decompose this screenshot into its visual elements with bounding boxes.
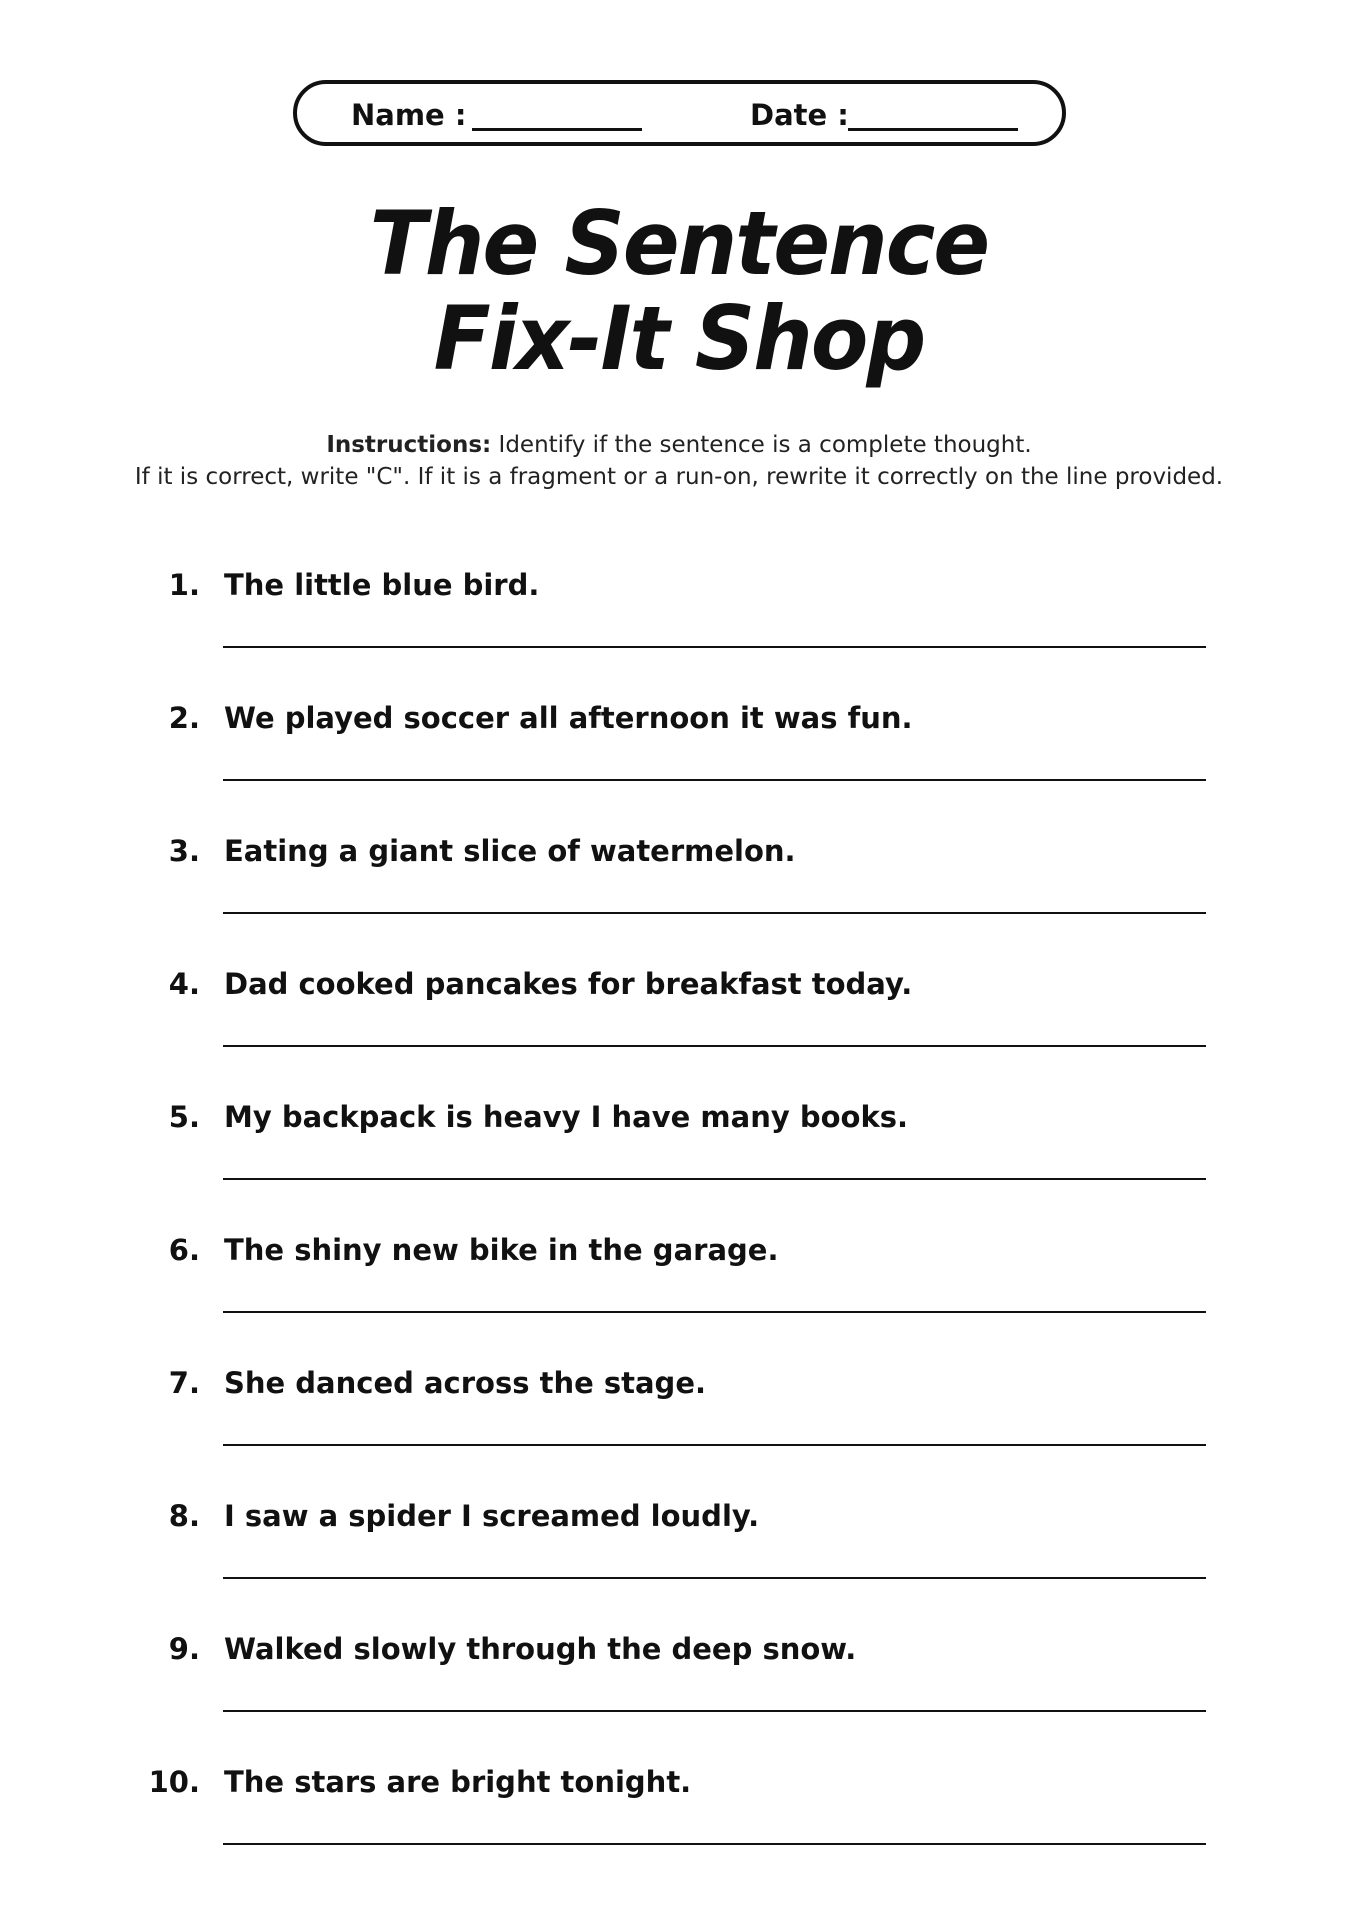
question-sentence: My backpack is heavy I have many books. xyxy=(224,1100,909,1134)
question-number: 9. xyxy=(168,1632,200,1666)
question-item xyxy=(0,1230,1358,1363)
question-number: 4. xyxy=(168,967,200,1001)
date-label: Date : xyxy=(750,98,849,132)
answer-line[interactable] xyxy=(223,1577,1206,1579)
name-blank-line[interactable] xyxy=(472,128,642,131)
answer-line[interactable] xyxy=(223,1178,1206,1180)
question-number: 6. xyxy=(168,1233,200,1267)
date-blank-line[interactable] xyxy=(848,128,1018,131)
question-number: 2. xyxy=(168,701,200,735)
answer-line[interactable] xyxy=(223,779,1206,781)
worksheet-title-line-1: The Sentence xyxy=(369,192,989,295)
question-item xyxy=(0,1629,1358,1762)
instructions-line-2: If it is correct, write "C". If it is a fragment or a run-on, rewrite it correctly on the line provided. xyxy=(134,464,1224,490)
question-number: 5. xyxy=(168,1100,200,1134)
answer-line[interactable] xyxy=(223,1045,1206,1047)
question-item xyxy=(0,698,1358,831)
answer-line[interactable] xyxy=(223,646,1206,648)
question-sentence: I saw a spider I screamed loudly. xyxy=(224,1499,760,1533)
question-sentence: Walked slowly through the deep snow. xyxy=(224,1632,857,1666)
question-sentence: Dad cooked pancakes for breakfast today. xyxy=(224,967,913,1001)
name-date-box xyxy=(293,80,1066,146)
question-sentence: The little blue bird. xyxy=(224,568,540,602)
question-sentence: Eating a giant slice of watermelon. xyxy=(224,834,796,868)
answer-line[interactable] xyxy=(223,1444,1206,1446)
question-number: 8. xyxy=(168,1499,200,1533)
answer-line[interactable] xyxy=(223,1710,1206,1712)
instructions-label: Instructions: xyxy=(326,432,492,458)
instructions-text-1: Identify if the sentence is a complete thought. xyxy=(491,432,1032,458)
name-label: Name : xyxy=(351,98,467,132)
worksheet-title-line-2: Fix-It Shop xyxy=(433,287,925,390)
answer-line[interactable] xyxy=(223,1843,1206,1845)
question-item xyxy=(0,964,1358,1097)
question-item xyxy=(0,1363,1358,1496)
question-sentence: The stars are bright tonight. xyxy=(224,1765,692,1799)
question-sentence: She danced across the stage. xyxy=(224,1366,706,1400)
question-item xyxy=(0,565,1358,698)
instructions-line-1 xyxy=(0,429,1358,461)
question-number: 10. xyxy=(148,1765,200,1799)
question-item xyxy=(0,1496,1358,1629)
question-item xyxy=(0,831,1358,964)
question-number: 7. xyxy=(168,1366,200,1400)
question-item xyxy=(0,1097,1358,1230)
question-item xyxy=(0,1762,1358,1895)
answer-line[interactable] xyxy=(223,1311,1206,1313)
question-number: 3. xyxy=(168,834,200,868)
question-sentence: The shiny new bike in the garage. xyxy=(224,1233,779,1267)
question-number: 1. xyxy=(168,568,200,602)
answer-line[interactable] xyxy=(223,912,1206,914)
question-sentence: We played soccer all afternoon it was fun. xyxy=(224,701,913,735)
